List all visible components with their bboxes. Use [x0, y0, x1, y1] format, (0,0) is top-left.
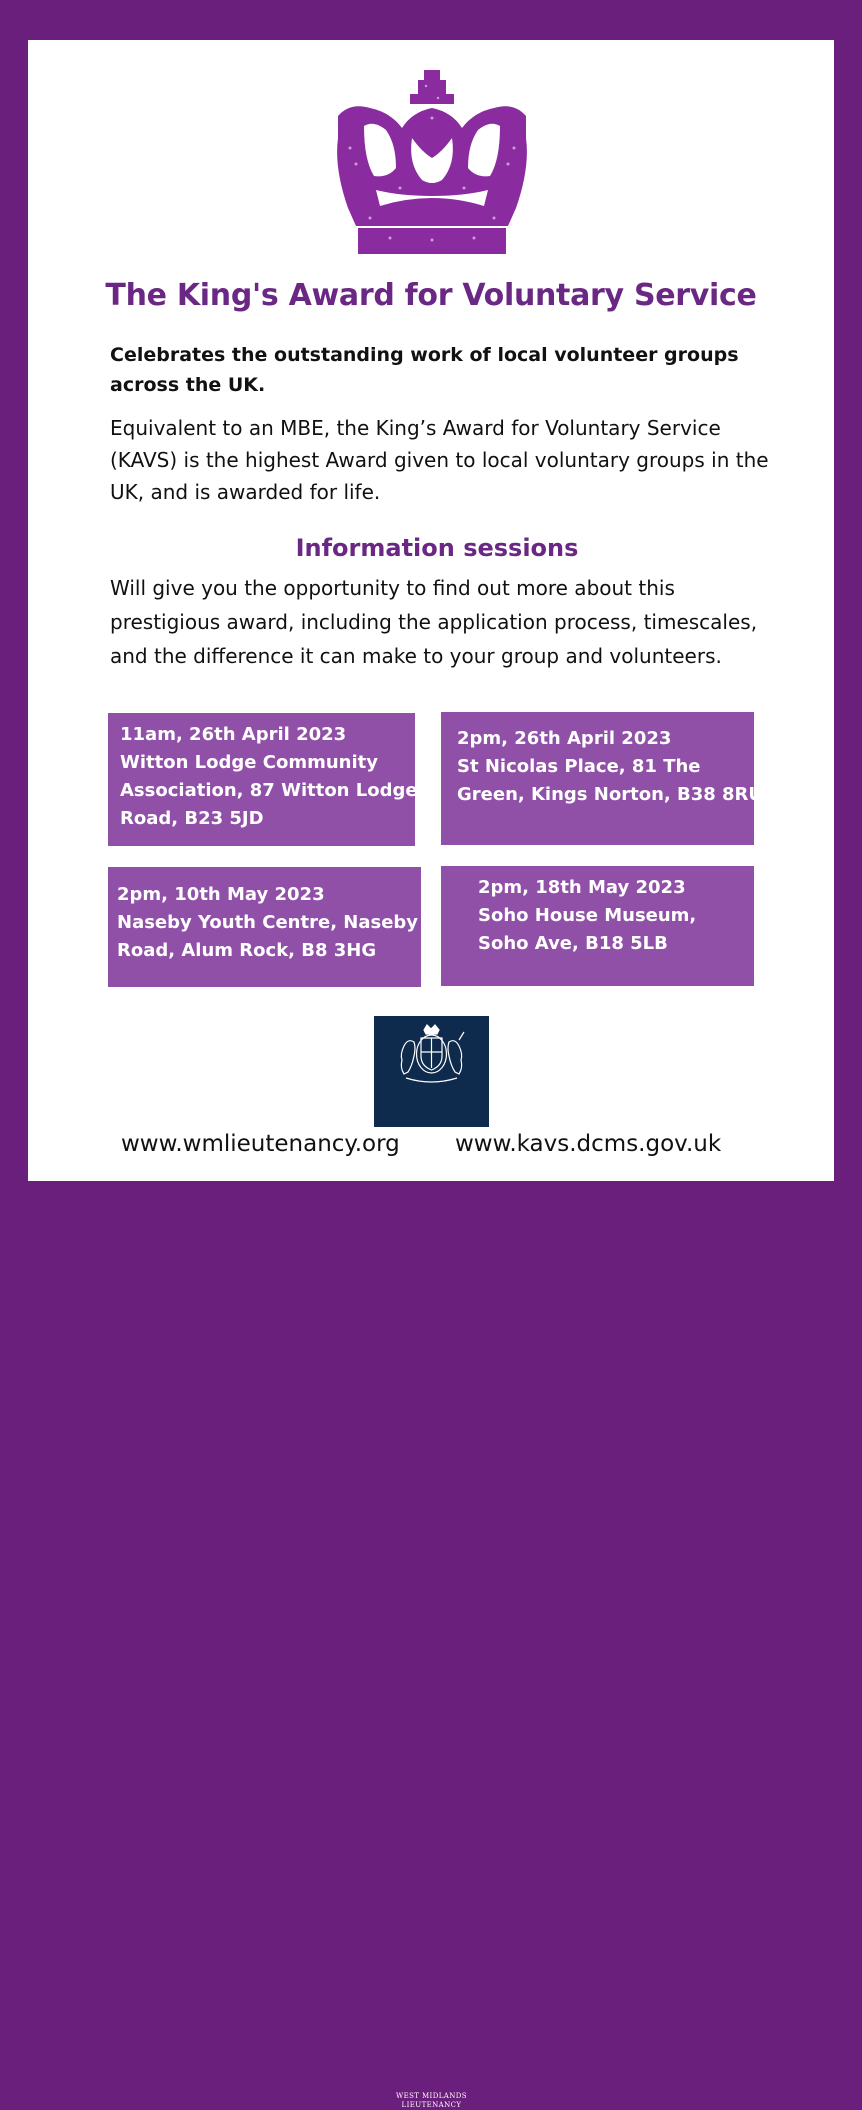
crown-icon: [330, 68, 534, 254]
page-title: The King's Award for Voluntary Service: [105, 278, 757, 313]
session-address-line: Road, B23 5JD: [120, 808, 264, 829]
session-time: 2pm, 18th May 2023: [478, 877, 686, 898]
lieutenancy-logo: [374, 1016, 489, 2109]
logo-line-1: WEST MIDLANDS: [396, 2092, 467, 2100]
session-address-line: Naseby Youth Centre, Naseby: [117, 912, 419, 933]
session-address-line: Green, Kings Norton, B38 8RU: [457, 784, 764, 805]
logo-line-2: LIEUTENANCY: [401, 2101, 462, 2109]
session-time: 2pm, 10th May 2023: [117, 884, 325, 905]
description-text: Equivalent to an MBE, the King’s Award for Voluntary Service (KAVS) is the highest Award given to local voluntary groups in the UK, and is awarded for life.: [110, 416, 769, 504]
kavs-link[interactable]: www.kavs.dcms.gov.uk: [455, 1131, 722, 1157]
session-card: [108, 713, 418, 846]
session-card: [441, 866, 754, 986]
info-sessions-heading: Information sessions: [295, 534, 579, 562]
wmlieutenancy-link[interactable]: www.wmlieutenancy.org: [121, 1131, 400, 1157]
session-time: 2pm, 26th April 2023: [457, 728, 672, 749]
session-address-line: Road, Alum Rock, B8 3HG: [117, 940, 377, 961]
session-address-line: St Nicolas Place, 81 The: [457, 756, 701, 777]
session-address-line: Soho House Museum,: [478, 905, 697, 926]
lead-text: Celebrates the outstanding work of local volunteer groups across the UK.: [110, 344, 739, 396]
session-card: [441, 712, 764, 845]
session-address-line: Soho Ave, B18 5LB: [478, 933, 668, 954]
coat-of-arms-icon: [374, 1016, 489, 1127]
session-address-line: Witton Lodge Community: [120, 752, 378, 773]
session-time: 11am, 26th April 2023: [120, 724, 347, 745]
info-sessions-intro: Will give you the opportunity to find out more about this prestigious award, including the application process, timescales, and the difference it can make to your group and volunteers.: [110, 576, 758, 668]
session-card: [108, 867, 421, 987]
session-address-line: Association, 87 Witton Lodge: [120, 780, 418, 801]
